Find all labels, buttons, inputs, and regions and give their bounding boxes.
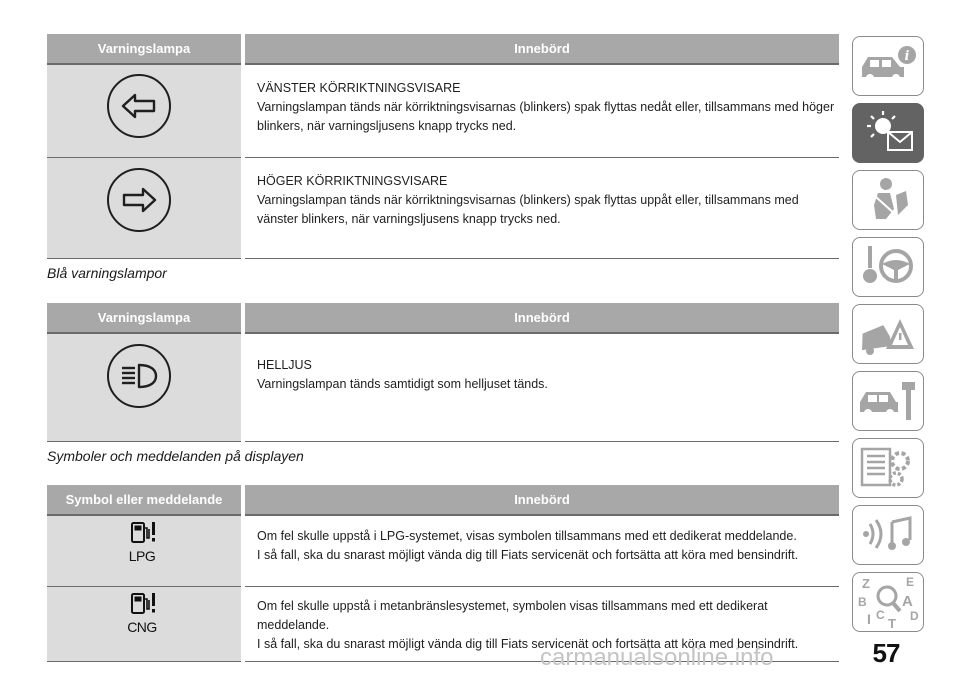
meaning-cell (243, 64, 839, 158)
table3-header-symbol: Symbol eller meddelande (47, 485, 243, 515)
row-title: HELLJUS (257, 358, 312, 372)
index-letter: C (876, 608, 885, 622)
cng-fuel-warning-icon (122, 591, 162, 634)
document-body (47, 34, 839, 662)
table2-header-symbol: Varningslampa (47, 303, 243, 333)
table1-header-meaning: Innebörd (243, 34, 839, 64)
section-title-blue-lights: Blå varningslampor (47, 265, 167, 281)
warning-lights-table-2 (47, 303, 839, 442)
table2-header-meaning: Innebörd (243, 303, 839, 333)
watermark: carmanualsonline.info (540, 644, 774, 671)
right-arrow-indicator-icon (107, 168, 171, 232)
warning-lights-table-1 (47, 34, 839, 259)
row-title: HÖGER KÖRRIKTNINGSVISARE (257, 174, 448, 188)
index-letter: D (910, 609, 919, 623)
row-text-line: Om fel skulle uppstå i metanbränslesystemet, symbolen visas tillsammans med ett dedikerat meddelande. (257, 599, 768, 632)
index-letter: I (867, 611, 871, 627)
lpg-fuel-warning-icon (122, 520, 162, 563)
row-text: Varningslampan tänds när körriktningsvisarnas (blinkers) spak flyttas nedåt eller, tillsammans med höger blinkers, när varningsljusens knapp trycks ned. (257, 100, 835, 133)
symbol-cell (47, 587, 243, 662)
display-symbols-table (47, 485, 839, 662)
symbol-cell (47, 333, 243, 442)
car-service-tools-icon[interactable] (852, 371, 924, 431)
row-text: Varningslampan tänds när körriktningsvisarnas (blinkers) spak flyttas uppåt eller, tillsammans med vänster blinkers, när varningsljusens knapp trycks ned. (257, 193, 799, 226)
high-beam-icon (107, 344, 171, 408)
symbol-cell (47, 158, 243, 259)
left-arrow-indicator-icon (107, 74, 171, 138)
row-text-line: I så fall, ska du snarast möjligt vända dig till Fiats servicenät och fortsätta att köra med bensindrift. (257, 548, 799, 562)
table-row (47, 515, 839, 587)
section-title-display-symbols: Symboler och meddelanden på displayen (47, 448, 304, 464)
fuel-icon-label: LPG (128, 548, 156, 564)
index-letter: E (906, 575, 915, 589)
car-info-icon[interactable] (852, 36, 924, 96)
technical-data-gear-icon[interactable] (852, 438, 924, 498)
table-row (47, 158, 839, 259)
row-text: Varningslampan tänds samtidigt som helljuset tänds. (257, 377, 548, 391)
table-row (47, 64, 839, 158)
table3-header-meaning: Innebörd (243, 485, 839, 515)
multimedia-music-icon[interactable] (852, 505, 924, 565)
row-text-line: Om fel skulle uppstå i LPG-systemet, visas symbolen tillsammans med ett dedikerat meddelande. (257, 529, 797, 543)
safety-seat-airbag-icon[interactable] (852, 170, 924, 230)
meaning-cell (243, 333, 839, 442)
alphabetical-index-icon[interactable] (852, 572, 924, 632)
meaning-cell (243, 158, 839, 259)
index-letter: Z (862, 576, 870, 591)
symbol-cell (47, 515, 243, 587)
index-letter: T (888, 616, 896, 630)
table-row (47, 333, 839, 442)
page-number: 57 (872, 638, 900, 668)
warning-lights-icon[interactable] (852, 103, 924, 163)
row-text-line: I så fall, ska du snarast möjligt vända dig till Fiats servicenät och fortsätta att köra med bensindrift. (257, 637, 799, 651)
symbol-cell (47, 64, 243, 158)
fuel-icon-label: CNG (127, 619, 157, 635)
meaning-cell (243, 515, 839, 587)
index-letter: B (858, 595, 867, 609)
row-title: VÄNSTER KÖRRIKTNINGSVISARE (257, 81, 461, 95)
svg-text:i: i (904, 49, 910, 64)
key-steering-wheel-icon[interactable] (852, 237, 924, 297)
car-accident-warning-icon[interactable] (852, 304, 924, 364)
index-letter: A (902, 593, 913, 610)
table1-header-symbol: Varningslampa (47, 34, 243, 64)
